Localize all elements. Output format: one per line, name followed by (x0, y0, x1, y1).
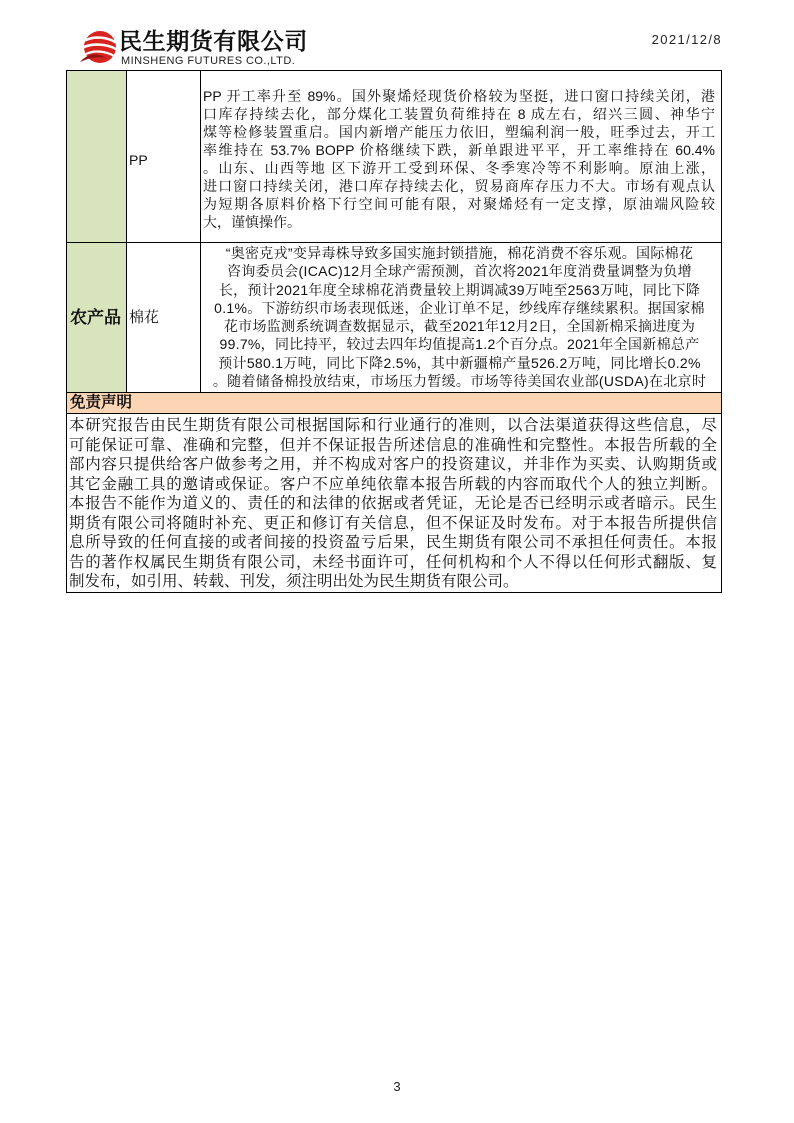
disclaimer-line: 本报告不能作为道义的、责任的和法律的依据或者凭证，无论是否已经明示或者暗示。民生 (69, 495, 717, 512)
disclaimer-line: 可能保证可靠、准确和完整，但并不保证报告所述信息的准确性和完整性。本报告所载的全 (69, 436, 717, 454)
commentary-line: 口库存持续去化，部分煤化工装置负荷维持在 8 成左右，绍兴三圆、神华宁 (203, 106, 715, 122)
company-name-cn: 民生期货有限公司 (119, 28, 308, 54)
disclaimer-line: 期货有限公司将随时补充、更正和修订有关信息，但不保证及时发布。对于本报告所提供信 (69, 514, 717, 532)
disclaimer-line: 制发布，如引用、转载、刊发，须注明出处为民生期货有限公司。 (69, 573, 519, 590)
commentary-line: PP 开工率升至 89%。国外聚烯烃现货价格较为坚挺，进口窗口持续关闭，港 (203, 88, 715, 104)
commentary-line: 为短期各原料价格下行空间可能有限，对聚烯烃有一定支撑，原油端风险较 (203, 196, 715, 212)
page-number: 3 (393, 1079, 401, 1094)
commentary-line: 。山东、山西等地 区下游开工受到环保、冬季寒冷等不利影响。原油上涨， (203, 160, 715, 176)
commentary-line: 率维持在 53.7% BOPP 价格继续下跌，新单跟进平平，开工率维持在 60.4% (203, 142, 715, 158)
disclaimer-title: 免责声明 (70, 394, 133, 411)
disclaimer-body (66, 413, 722, 593)
commentary-line: 煤等检修装置重启。国内新增产能压力依旧，塑编利润一般，旺季过去，开工 (203, 124, 715, 140)
commentary-line: “奥密克戎”变异毒株导致多国实施封锁措施，棉花消费不容乐观。国际棉花 (225, 245, 694, 261)
disclaimer-line: 本研究报告由民生期货有限公司根据国际和行业通行的准则，以合法渠道获得这些信息，尽 (69, 417, 717, 434)
commentary-cell (200, 242, 722, 393)
disclaimer-line: 告的著作权属民生期货有限公司，未经书面许可，任何机构和个人不得以任何形式翻版、复 (69, 553, 717, 571)
disclaimer-line: 部内容只提供给客户做参考之用，并不构成对客户的投资建议，并非作为买卖、认购期货或 (69, 456, 717, 473)
disclaimer-line: 息所导致的任何直接的或者间接的投资盈亏后果，民生期货有限公司不承担任何责任。本报 (69, 534, 717, 551)
category-cell (66, 70, 127, 243)
commentary-line: 99.7%，同比持平，较过去四年均值提高1.2个百分点。2021年全国新棉总产 (219, 336, 700, 353)
commentary-line: 大，谨慎操作。 (203, 214, 301, 230)
commentary-line: 预计580.1万吨，同比下降2.5%，其中新疆棉产量526.2万吨，同比增长0.2% (218, 354, 701, 371)
commentary-line: 。随着储备棉投放结束，市场压力暂缓。市场等待美国农业部(USDA)在北京时 (212, 373, 707, 390)
disclaimer-header (66, 392, 722, 414)
product-label: PP (129, 151, 148, 168)
report-date: 2021/12/8 (651, 32, 722, 47)
commentary-line: 花市场监测系统调查数据显示，截至2021年12月2日，全国新棉采摘进度为 (223, 318, 696, 335)
category-cell (66, 242, 127, 393)
commentary-line: 进口窗口持续关闭，港口库存持续去化，贸易商库存压力不大。市场有观点认 (203, 178, 715, 194)
commentary-line: 长，预计2021年度全球棉花消费量较上期调减39万吨至2563万吨，同比下降 (218, 281, 701, 298)
commentary-cell (200, 70, 722, 243)
commentary-line: 0.1%。下游纺织市场表现低迷，企业订单不足，纱线库存继续累积。据国家棉 (214, 299, 705, 316)
product-label: 棉花 (129, 308, 160, 326)
product-cell (126, 242, 201, 393)
product-cell (126, 70, 201, 243)
minsheng-futures-logo-icon (79, 28, 119, 68)
disclaimer-line: 其它金融工具的邀请或保证。客户不应单纯依靠本报告所载的内容而取代个人的独立判断。 (69, 475, 717, 493)
category-label: 农产品 (70, 307, 121, 327)
company-name-en: MINSHENG FUTURES CO.,LTD. (121, 55, 296, 67)
commentary-line: 咨询委员会(ICAC)12月全球产需预测，首次将2021年度消费量调整为负增 (227, 263, 692, 280)
